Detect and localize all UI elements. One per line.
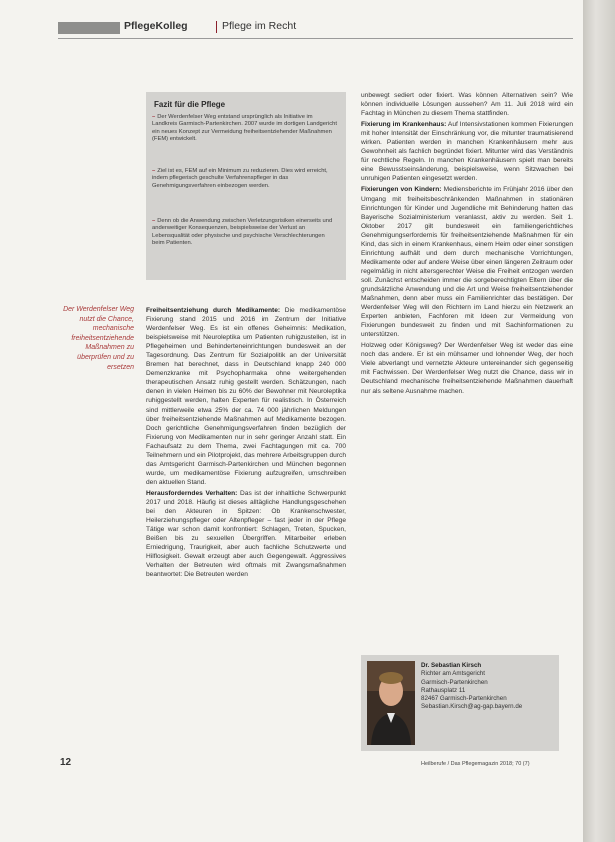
- author-email: Sebastian.Kirsch@ag-gap.bayern.de: [421, 703, 523, 711]
- fazit-item: [152, 114, 338, 143]
- paragraph-heading: Freiheitsentziehung durch Medikamente:: [146, 307, 281, 314]
- header-section-title: Pflege im Recht: [222, 20, 297, 32]
- paragraph: [361, 185, 573, 339]
- header-rule: [58, 38, 573, 39]
- header-bar: [58, 22, 120, 34]
- fazit-item-text: Denn ob die Anwendung zwischen Verletzungsrisiken einerseits und anderweitiger Konsequenzen, beispielsweise der Verlust an Lebensqualität oder physische und psychische Verschlechterungen beim Patienten.: [152, 218, 333, 246]
- fazit-title: Fazit für die Pflege: [154, 100, 226, 109]
- portrait-icon: [367, 661, 415, 745]
- paragraph-heading: Fixierung im Krankenhaus:: [361, 121, 447, 129]
- fazit-box: [146, 92, 346, 280]
- footer-source: Heilberufe / Das Pflegemagazin 2018; 70 (7): [421, 761, 530, 767]
- paragraph: [361, 120, 573, 183]
- fazit-item: [152, 218, 338, 247]
- paragraph-text: Holzweg oder Königsweg? Der Werdenfelser Weg ist weder das eine noch das andere. Er ist ein mühsamer und lohnender Weg, der hoch Viele abverlangt und vernetzte Akteure untereinander sich gegenseitig mit Fachwissen. Der Werdenfelser Weg nutzt die Chance, dass wir in Deutschland mechanische freiheitsentziehende Maßnahmen dauerhaft nur als seltene Ausnahme machen.: [361, 342, 573, 395]
- author-info: [421, 662, 556, 712]
- header-kolleg-title: PflegeKolleg: [124, 20, 188, 32]
- bullet-marker-icon: –: [152, 218, 156, 224]
- text-column-left: [146, 306, 346, 764]
- author-line: 82467 Garmisch-Partenkirchen: [421, 695, 507, 703]
- author-line: Garmisch-Partenkirchen: [421, 678, 488, 686]
- page-number: 12: [60, 757, 72, 768]
- author-box: [361, 655, 559, 751]
- paragraph-text: Das ist der inhaltliche Schwerpunkt 2017 und 2018. Häufig ist dieses alltägliche Handlungsgeschehen bei den Akteuren in Spitzen: Ob Krankenschwester, Heilerziehungspfleger oder Altenpfleger – fast jeder in der Pflege Tätige war schon damit konfrontiert: Schlagen, Treten, Spucken, Beißen bis zu sexuellen Übergriffen. Mitarbeiter erleben Erniedrigung, Traurigkeit, aber auch fachliche Schutzwerte und Hilflosigkeit. Gewalt erzeugt aber auch Gegengewalt. Aggressives Verhalten der Betreuten wird oftmals mit Zwangsmaßnahmen beantwortet: Die Betreuten werden: [146, 489, 346, 579]
- fazit-item-text: Ziel ist es, FEM auf ein Minimum zu reduzieren. Dies wird erreicht, indem pflegerisch geschulte Verfahrenspfleger in das Genehmigungsverfahren einbezogen werden.: [152, 168, 328, 189]
- paragraph-heading: Herausforderndes Verhalten:: [146, 489, 238, 497]
- pull-quote: Der Werdenfelser Weg nutzt die Chance, mechanische freiheitsentziehende Maßnahmen zu überprüfen und zu ersetzen: [63, 306, 134, 371]
- author-name: Dr. Sebastian Kirsch: [421, 662, 482, 669]
- paragraph-text: Auf Intensivstationen kommen Fixierungen mit hoher Intensität der Einschränkung vor, die mitunter traumatisierend wirken. Patienten werden in manchen Krankenhäusern mehr aus Gewohnheit als fachlich begründet fixiert. Mitunter wird das Verständnis für rechtliche Regeln. In manchen Krankenhäusern spielt man bereits eine Bewusstseinsänderung, beispielsweise, wenn Sitzwachen bei unruhigen Patienten eingesetzt werden.: [361, 121, 573, 183]
- author-photo: [367, 661, 415, 745]
- paragraph-heading: Fixierungen von Kindern:: [361, 186, 442, 194]
- bullet-marker-icon: –: [152, 114, 156, 120]
- text-column-right: [361, 91, 573, 634]
- paragraph-text: Mediensberichte im Frühjahr 2016 über den Umgang mit freiheitsbeschränkenden Maßnahmen in stationären Einrichtungen für Kinder und Jugendliche mit Behinderung hatten das Bayerische Sozialministerium veranlasst, aktiv zu werden. Seit 1. Oktober 2017 gilt bundesweit ein familiengerichtliches Genehmigungserfordernis für freiheitsentziehende Maßnahmen für ein Kind, das sich in einem Krankenhaus, einem Heim oder einer sonstigen Einrichtung aufhält und dem durch mechanische Vorrichtungen, Medikamente oder auf andere Weise über einen längeren Zeitraum oder regelmäßig in nicht altersgerechter Weise die Freiheit entzogen werden soll. Zunächst entscheiden immer die sorgeberechtigten Eltern über die grundsätzliche Anwendung und die Art und Weise freiheitsentziehender Maßnahmen, denn aber muss ein Familienrichter das bestätigen. Der Werdenfelser Weg will den Richtern im Land hierzu ein Netzwerk an Experten anbieten, Fachforen mit Ideen zur Vermeidung von Fixierungen bundesweit zu finden und mit Sachinformationen zu unterstützen.: [361, 186, 573, 339]
- paragraph-text: unbewegt sediert oder fixiert. Was können Alternativen sein? Wie können individuelle Lösungen aussehen? Am 11. Juli 2018 wird ein Fachtag in München zu diesem Thema stattfinden.: [361, 92, 573, 118]
- fazit-item: [152, 168, 338, 190]
- next-page-edge: [583, 0, 615, 842]
- paragraph: [361, 91, 573, 118]
- header-separator: [216, 21, 217, 33]
- author-line: Richter am Amtsgericht: [421, 670, 485, 678]
- paragraph: [146, 306, 346, 487]
- fazit-item-text: Der Werdenfelser Weg entstand ursprünglich als Initiative im Landkreis Garmisch-Partenkirchen. 2007 wurde im dortigen Landgericht ein neues Konzept zur Vermeidung freiheitsentziehender Maßnahmen (FEM) entwickelt.: [152, 114, 337, 142]
- paragraph-text: Die medikamentöse Fixierung stand 2015 und 2016 im Zentrum der Initiative Werdenfelser Weg. Es ist ein offenes Geheimnis: Medikation, beispielsweise mit Neuroleptika um Patienten ruhigzustellen, ist in Pflegeheimen und Behinderteneinrichtungen bundesweit an der Tagesordnung. Das Zentrum für Sozialpolitik an der Universität Bremen hat berechnet, dass in Deutschland knapp 240 000 Demenzkranke mit Psychopharmaka ohne weitergehenden therapeutischen Ansatz ruhig gestellt werden. Schätzungen, nach denen in vielen Heimen bis zu 60% der Bewohner mit Neuroleptika ruhiggestellt werden, halten Experten für realistisch. In Österreich sind mittlerweile etwa 25% der ca. 74 000 jährlichen Meldungen über freiheitsentziehende Maßnahmen auf Medikamente bezogen. Doch gerichtliche Genehmigungsverfahren finden bezüglich der Fixierung von Medikamenten nur in sehr geringer Anzahl statt. Ein Fachaufsatz zu dem Thema, zwei Fachtagungen mit ca. 700 Teilnehmern und ein Pilotprojekt, das mehrere Arbeitsgruppen durch das Amtsgericht Garmisch-Partenkirchen und München begonnen wurde, um medikamentöse Fixierung aufzugreifen, umschreiben den aktuellen Stand.: [146, 307, 346, 486]
- author-line: Rathausplatz 11: [421, 686, 466, 694]
- paragraph: [146, 489, 346, 579]
- bullet-marker-icon: –: [152, 168, 156, 174]
- paragraph: [361, 341, 573, 395]
